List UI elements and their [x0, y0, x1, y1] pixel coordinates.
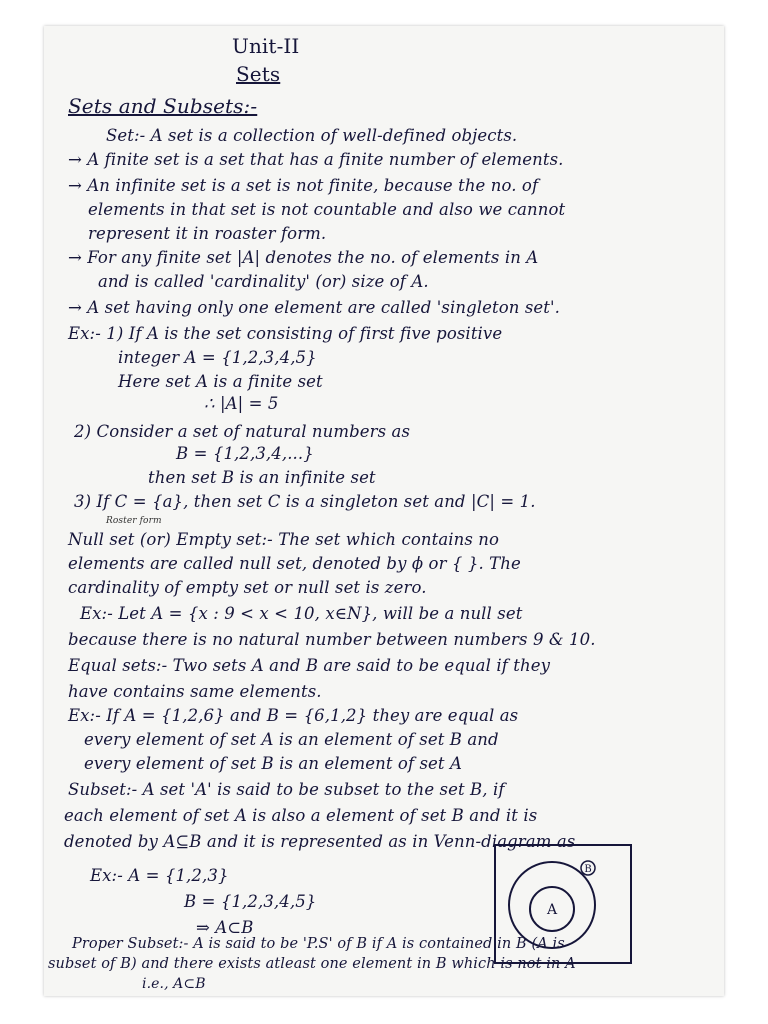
- line-cardinality: → For any finite set |A| denotes the no. of elements in A: [68, 248, 539, 267]
- section-heading: Sets and Subsets:-: [68, 94, 258, 118]
- line-example-2: 2) Consider a set of natural numbers as: [74, 422, 411, 441]
- notebook-page: [44, 26, 724, 996]
- line-example-1: Ex:- 1) If A is the set consisting of first five positive: [68, 324, 503, 343]
- line-null-set-2: elements are called null set, denoted by ϕ or { }. The: [68, 554, 521, 573]
- line-null-set: Null set (or) Empty set:- The set which contains no: [68, 530, 500, 549]
- line-equal-sets-2: have contains same elements.: [68, 682, 322, 701]
- line-null-example: Ex:- Let A = {x : 9 < x < 10, x∈N}, will be a null set: [80, 604, 523, 623]
- line-infinite-set-2: elements in that set is not countable and also we cannot: [88, 200, 566, 219]
- venn-label-b: B: [584, 864, 592, 875]
- line-finite-set: → A finite set is a set that has a finite number of elements.: [68, 150, 564, 169]
- line-subset-example-b: B = {1,2,3,4,5}: [184, 892, 317, 911]
- page-title: Sets: [236, 62, 281, 86]
- note-roster-form: Roster form: [106, 516, 162, 526]
- line-subset: Subset:- A set 'A' is said to be subset to the set B, if: [68, 780, 505, 799]
- line-example-1-cardinality: ∴ |A| = 5: [204, 394, 279, 413]
- line-equal-example-3: every element of set B is an element of set A: [84, 754, 463, 773]
- unit-label: Unit-II: [232, 34, 300, 58]
- line-infinite-set-3: represent it in roaster form.: [88, 224, 327, 243]
- line-subset-3: denoted by A⊆B and it is represented as in Venn-diagram as: [64, 832, 576, 851]
- line-cardinality-2: and is called 'cardinality' (or) size of A.: [98, 272, 429, 291]
- line-null-set-3: cardinality of empty set or null set is zero.: [68, 578, 427, 597]
- line-subset-example-result: ⇒ A⊂B: [196, 918, 254, 937]
- line-set-definition: Set:- A set is a collection of well-defined objects.: [106, 126, 518, 145]
- line-example-1-finite: Here set A is a finite set: [118, 372, 323, 391]
- line-equal-example-2: every element of set A is an element of set B and: [84, 730, 499, 749]
- line-proper-subset: Proper Subset:- A is said to be 'P.S' of B if A is contained in B (A is: [72, 936, 565, 952]
- line-subset-example: Ex:- A = {1,2,3}: [90, 866, 229, 885]
- line-proper-subset-3: i.e., A⊂B: [142, 976, 206, 992]
- line-example-2-set: B = {1,2,3,4,...}: [176, 444, 314, 463]
- line-equal-sets: Equal sets:- Two sets A and B are said to be equal if they: [68, 656, 550, 675]
- line-example-3: 3) If C = {a}, then set C is a singleton set and |C| = 1.: [74, 492, 536, 511]
- line-example-2-infinite: then set B is an infinite set: [148, 468, 376, 487]
- line-infinite-set: → An infinite set is a set is not finite, because the no. of: [68, 176, 539, 195]
- venn-label-a: A: [546, 902, 558, 918]
- line-null-example-2: because there is no natural number between numbers 9 & 10.: [68, 630, 596, 649]
- venn-diagram: [492, 842, 634, 966]
- line-equal-example: Ex:- If A = {1,2,6} and B = {6,1,2} they are equal as: [68, 706, 519, 725]
- line-singleton: → A set having only one element are called 'singleton set'.: [68, 298, 560, 317]
- line-subset-2: each element of set A is also a element of set B and it is: [64, 806, 538, 825]
- line-example-1-set: integer A = {1,2,3,4,5}: [118, 348, 317, 367]
- line-proper-subset-2: subset of B) and there exists atleast one element in B which is not in A: [48, 956, 576, 972]
